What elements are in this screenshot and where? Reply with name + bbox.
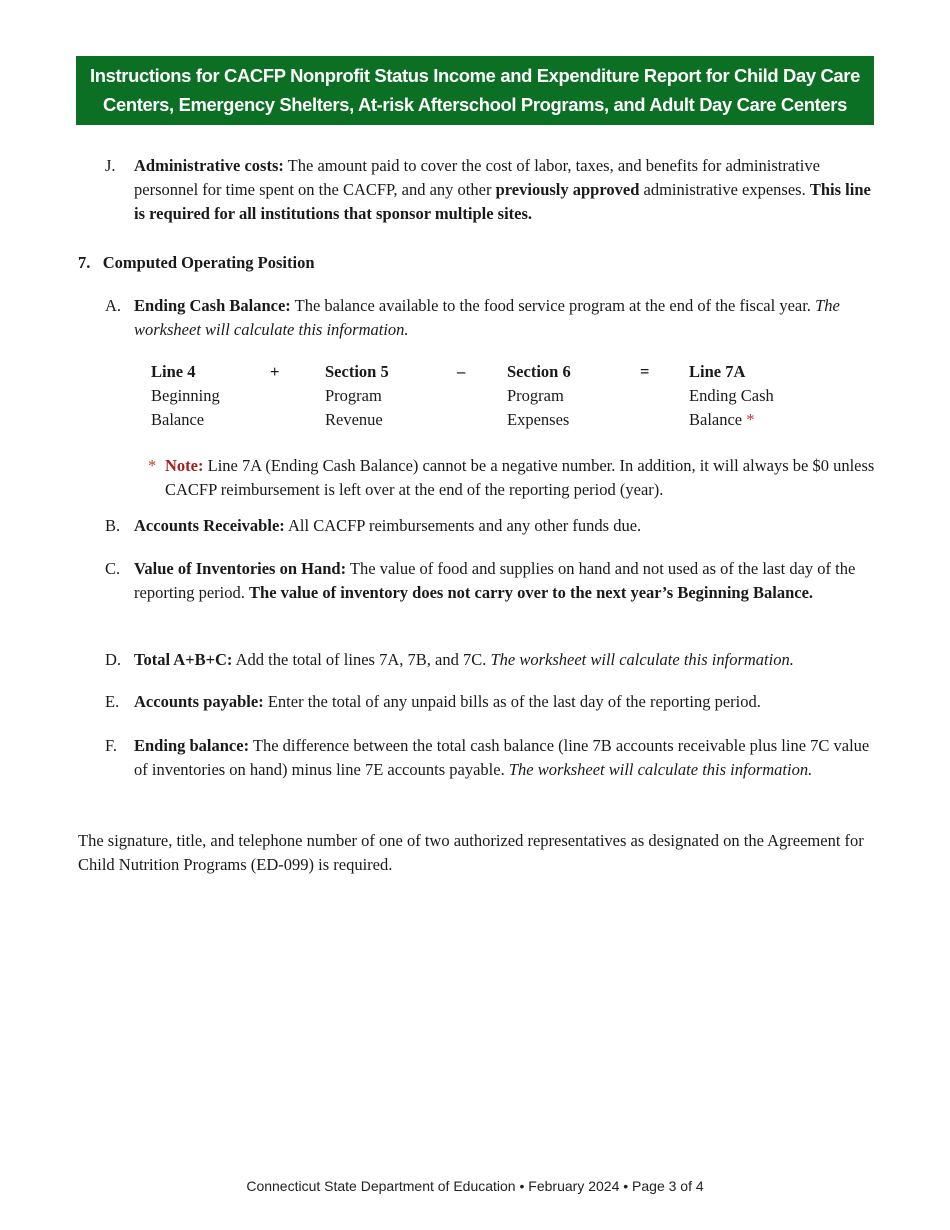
formula-col1-line1: Beginning xyxy=(151,386,220,405)
formula-col3-line1: Program xyxy=(507,386,564,405)
page-footer xyxy=(0,1178,950,1194)
item-b-marker: B. xyxy=(105,516,121,535)
item-b-body xyxy=(134,514,874,538)
item-c-label: Value of Inventories on Hand: xyxy=(134,559,347,578)
footer-separator-1: • xyxy=(519,1178,525,1194)
item-f-text: The difference between the total cash balance (line 7B accounts receivable plus line 7C value of inventories on hand) minus line 7E accounts payable. xyxy=(134,736,870,779)
item-d-italic: The worksheet will calculate this information. xyxy=(490,650,794,669)
footer-date: February 2024 xyxy=(528,1178,620,1194)
item-b-text: All CACFP reimbursements and any other funds due. xyxy=(284,516,642,535)
formula-col1-line2: Balance xyxy=(151,410,205,429)
item-a-body xyxy=(134,294,854,342)
formula-col4-line2: Balance xyxy=(689,410,743,429)
item-e-text: Enter the total of any unpaid bills as of the last day of the reporting period. xyxy=(263,692,761,711)
item-f-label: Ending balance: xyxy=(134,736,250,755)
item-a-text: The balance available to the food service program at the end of the fiscal year. xyxy=(290,296,816,315)
item-f-body xyxy=(134,734,874,782)
item-a-label: Ending Cash Balance: xyxy=(134,296,291,315)
item-e-body xyxy=(134,690,874,714)
formula-col-section6 xyxy=(507,360,571,432)
item-j-bold-1: previously approved xyxy=(495,180,640,199)
formula-col4-title: Line 7A xyxy=(689,362,746,381)
formula-plus-operator: + xyxy=(270,362,280,381)
item-d-text: Add the total of lines 7A, 7B, and 7C. xyxy=(232,650,491,669)
item-d-marker: D. xyxy=(105,650,122,669)
formula-col-section5 xyxy=(325,360,389,432)
item-c-marker: C. xyxy=(105,559,121,578)
item-j-body xyxy=(134,154,874,226)
item-e-label: Accounts payable: xyxy=(134,692,264,711)
item-a-italic: The worksheet will calculate this information. xyxy=(134,296,840,339)
item-j-label: Administrative costs: xyxy=(134,156,284,175)
item-j-bold-2: This line is required for all institutions that sponsor multiple sites. xyxy=(134,180,871,223)
item-b-label: Accounts Receivable: xyxy=(134,516,285,535)
note-label: Note: xyxy=(165,456,204,475)
note-body xyxy=(165,454,875,502)
formula-asterisk: * xyxy=(746,410,755,429)
formula-col2-title: Section 5 xyxy=(325,362,389,381)
formula-col-line4 xyxy=(151,360,220,432)
item-c-bold: The value of inventory does not carry over to the next year’s Beginning Balance. xyxy=(249,583,814,602)
formula-col3-line2: Expenses xyxy=(507,410,570,429)
banner-title-line-1: Instructions for CACFP Nonprofit Status Income and Expenditure Report for Child Day Care xyxy=(90,65,860,86)
section-7-number: 7. xyxy=(78,253,91,272)
formula-col2-line2: Revenue xyxy=(325,410,383,429)
note-asterisk: * xyxy=(148,456,157,475)
item-f-italic: The worksheet will calculate this information. xyxy=(508,760,813,779)
formula-col-line7a xyxy=(689,360,774,432)
item-c-body xyxy=(134,557,864,605)
item-f-marker: F. xyxy=(105,736,117,755)
formula-minus-operator: – xyxy=(457,362,466,381)
footer-separator-2: • xyxy=(623,1178,629,1194)
item-d-body xyxy=(134,648,874,672)
item-j-text-2: administrative expenses. xyxy=(639,180,810,199)
item-a-marker: A. xyxy=(105,296,122,315)
item-j-marker: J. xyxy=(105,156,116,175)
item-c-text: The value of food and supplies on hand and not used as of the last day of the reporting period. xyxy=(134,559,856,602)
footer-page-number: Page 3 of 4 xyxy=(632,1178,704,1194)
formula-col2-line1: Program xyxy=(325,386,382,405)
formula-col1-title: Line 4 xyxy=(151,362,196,381)
footer-organization: Connecticut State Department of Education xyxy=(246,1178,516,1194)
page-header-banner xyxy=(76,56,874,125)
section-7-heading xyxy=(78,251,315,275)
item-d-label: Total A+B+C: xyxy=(134,650,233,669)
section-7-title: Computed Operating Position xyxy=(102,253,315,272)
formula-col3-title: Section 6 xyxy=(507,362,571,381)
note-text: Line 7A (Ending Cash Balance) cannot be a negative number. In addition, it will always be $0 unless CACFP reimbursement is left over at the end of the reporting period (year). xyxy=(165,456,875,499)
formula-col4-line1: Ending Cash xyxy=(689,386,774,405)
item-e-marker: E. xyxy=(105,692,120,711)
closing-paragraph: The signature, title, and telephone number of one of two authorized representatives as designated on the Agreement for Child Nutrition Programs (ED-099) is required. xyxy=(78,831,864,874)
banner-title-line-2: Centers, Emergency Shelters, At-risk Afterschool Programs, and Adult Day Care Centers xyxy=(103,94,847,115)
formula-equals-operator: = xyxy=(640,362,650,381)
item-j-text-1: The amount paid to cover the cost of labor, taxes, and benefits for administrative personnel for time spent on the CACFP, and any other xyxy=(134,156,820,199)
